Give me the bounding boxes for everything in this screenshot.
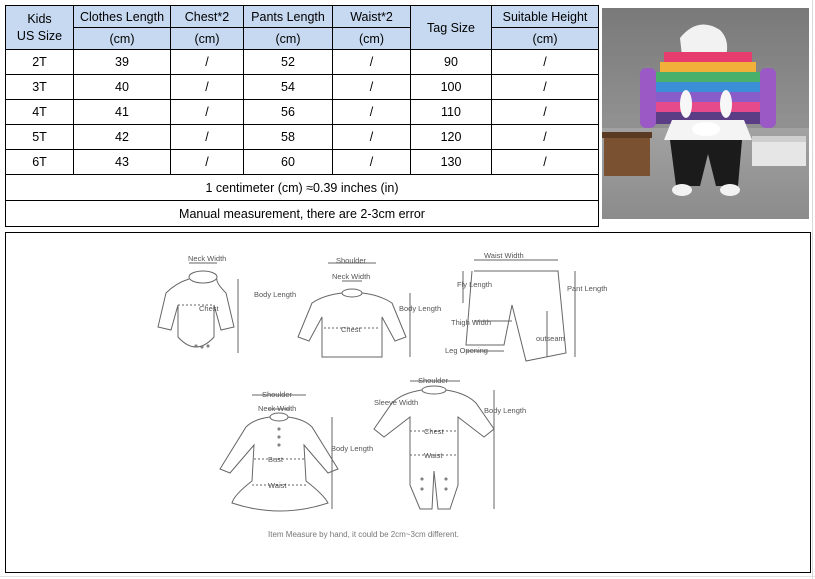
bodysuit-length-label [254,290,296,299]
romper-length-label: Body Length [484,406,527,415]
romper-waist-label: Waist [424,451,443,460]
table-cell: / [333,125,411,150]
label-text: Body Length [254,290,297,299]
conversion-note: 1 centimeter (cm) ≈0.39 inches (in) [6,175,599,201]
table-cell: 41 [74,100,171,125]
unit-cell: (cm) [171,28,244,50]
bodysuit-chest-label: Chest [199,304,219,313]
table-cell: 100 [411,75,492,100]
dress-neck-label: Neck Width [258,404,297,413]
unit-cell: (cm) [74,28,171,50]
table-cell: / [333,50,411,75]
table-cell: 120 [411,125,492,150]
sheet-gridline [812,0,813,579]
header-units-row [6,28,599,50]
unit-cell: (cm) [244,28,333,50]
romper-sleeve-label: Sleeve Width [374,398,419,407]
table-cell: 52 [244,50,333,75]
sheet-gridline [0,576,815,577]
table-cell: / [333,100,411,125]
table-cell: 90 [411,50,492,75]
garment-line-drawings [6,233,812,574]
table-cell: 4T [6,100,74,125]
table-cell: / [171,50,244,75]
measurement-note: Manual measurement, there are 2-3cm error [6,201,599,227]
table-cell: / [171,125,244,150]
product-photo-illustration [602,8,809,219]
table-cell: 42 [74,125,171,150]
header-chest: Chest*2 [171,6,244,28]
romper-shoulder-label: Shoulder [418,376,449,385]
pants-fly-label: Fly Length [457,280,493,289]
pants-length-label: Pant Length [567,284,608,293]
table-cell: / [333,150,411,175]
diagram-footer-note: Item Measure by hand, it could be 2cm~3cm different. [268,530,459,539]
header-suitable-height: Suitable Height [492,6,599,28]
header-text: Kids [27,11,52,26]
unit-cell: (cm) [492,28,599,50]
size-chart-table [5,5,599,227]
dress-bust-label: Bust [268,455,284,464]
table-cell: 56 [244,100,333,125]
note-row [6,201,599,227]
header-clothes-length: Clothes Length [74,6,171,28]
bodysuit-drawing [158,263,238,353]
table-cell: / [492,50,599,75]
table-cell: / [492,75,599,100]
table-cell: 58 [244,125,333,150]
note-row [6,175,599,201]
table-cell: 110 [411,100,492,125]
table-cell: 6T [6,150,74,175]
table-cell: 3T [6,75,74,100]
table-cell: / [492,100,599,125]
table-row [6,100,599,125]
table-cell: 39 [74,50,171,75]
table-cell: / [171,100,244,125]
table-row [6,125,599,150]
table-row [6,150,599,175]
unit-cell: (cm) [333,28,411,50]
header-text: US Size [16,28,63,43]
table-cell: 40 [74,75,171,100]
header-row [6,6,599,28]
pants-thigh-label: Thigh Width [451,318,492,327]
bodysuit-neck-label: Neck Width [188,254,227,263]
table-row [6,75,599,100]
table-cell: 5T [6,125,74,150]
product-photo [602,8,809,219]
dress-waist-label: Waist [268,481,287,490]
table-cell: 60 [244,150,333,175]
header-kids-us-size [6,6,74,50]
header-pants-length: Pants Length [244,6,333,28]
table-cell: / [492,125,599,150]
table-cell: 43 [74,150,171,175]
shirt-neck-label: Neck Width [332,272,371,281]
dress-shoulder-label: Shoulder [262,390,293,399]
shirt-length-label: Body Length [399,304,442,313]
table-cell: 2T [6,50,74,75]
pants-waist-label: Waist Width [484,251,524,260]
header-tag-size: Tag Size [411,6,492,50]
measurement-diagram [5,232,811,573]
shirt-shoulder-label: Shoulder [336,256,367,265]
pants-leg-opening-label: Leg Opening [445,346,488,355]
table-cell: 54 [244,75,333,100]
table-cell: / [171,150,244,175]
dress-length-label: Body Length [331,444,374,453]
header-waist: Waist*2 [333,6,411,28]
table-cell: / [492,150,599,175]
romper-chest-label: Chest [424,427,444,436]
pants-outseam-label: outseam [536,334,565,343]
table-row [6,50,599,75]
shirt-chest-label: Chest [341,325,361,334]
table-cell: / [171,75,244,100]
table-cell: / [333,75,411,100]
table-cell: 130 [411,150,492,175]
